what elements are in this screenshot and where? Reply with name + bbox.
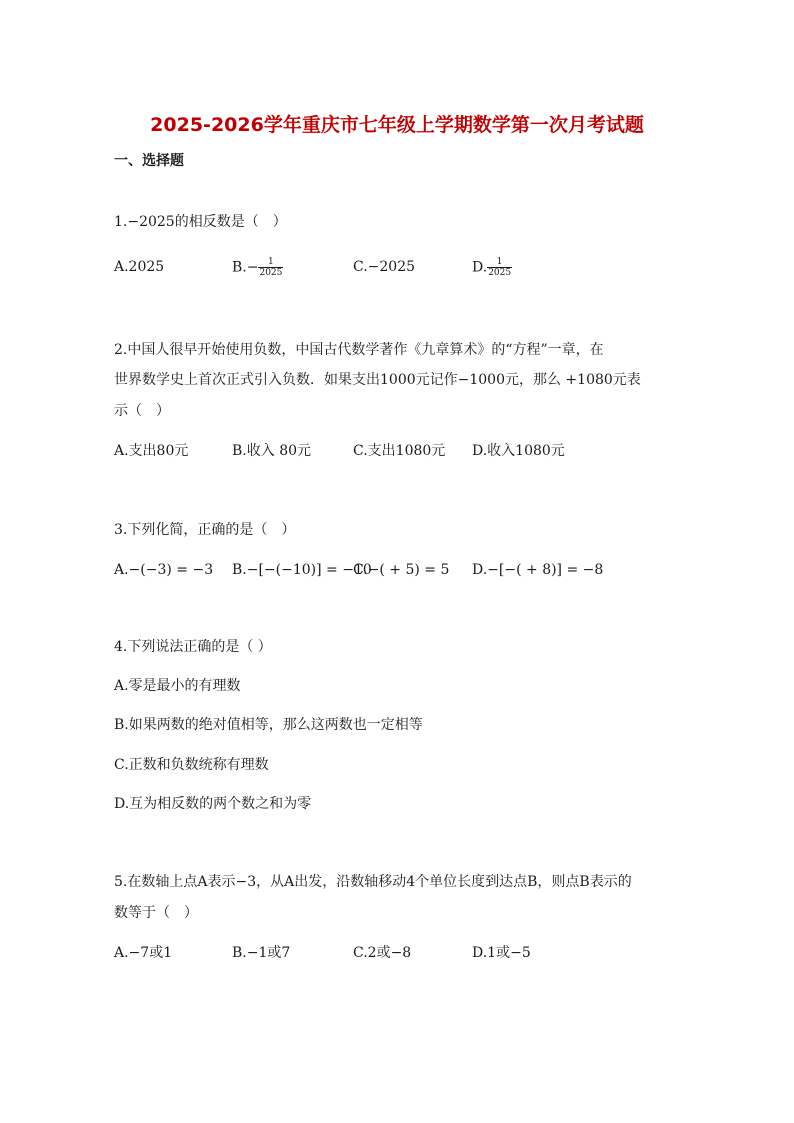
fraction-denominator: 2025	[259, 268, 283, 278]
question-3-option-d: D.−[−( + 8)] = −8	[472, 562, 604, 578]
option-d-prefix: D.	[472, 259, 488, 276]
question-2-option-d: D.收入1080元	[472, 443, 565, 459]
option-b-prefix: B.−	[232, 259, 259, 276]
fraction-denominator: 2025	[488, 268, 512, 278]
question-3-option-a: A.−(−3) = −3	[114, 562, 214, 578]
fraction-numerator: 1	[496, 257, 503, 267]
question-4-option-b: B.如果两数的绝对值相等，那么这两数也一定相等	[114, 717, 423, 733]
question-4-option-a: A.零是最小的有理数	[114, 678, 241, 694]
question-2-stem-line-3: 示（ ）	[114, 403, 170, 419]
exam-title: 2025-2026学年重庆市七年级上学期数学第一次月考试题	[150, 114, 644, 136]
question-1-option-a: A.2025	[114, 259, 165, 275]
question-5-option-b: B.−1或7	[232, 945, 291, 961]
question-5-stem-line-2: 数等于（ ）	[114, 905, 198, 921]
question-4-option-d: D.互为相反数的两个数之和为零	[114, 796, 312, 812]
question-4-option-c: C.正数和负数统称有理数	[114, 757, 269, 773]
question-5-option-c: C.2或−8	[353, 945, 412, 961]
question-3-option-b: B.−[−(−10)] = −10	[232, 562, 372, 578]
question-5-option-d: D.1或−5	[472, 945, 531, 961]
question-3-stem: 3.下列化简，正确的是（ ）	[114, 522, 296, 538]
option-d-fraction	[487, 257, 512, 278]
question-2-option-c: C.支出1080元	[353, 443, 446, 459]
question-1-option-c: C.−2025	[353, 259, 416, 275]
question-1-stem: 1.−2025的相反数是（ ）	[114, 214, 287, 230]
question-2-stem-line-2: 世界数学史上首次正式引入负数．如果支出1000元记作−1000元，那么 +1080元表	[114, 372, 641, 388]
option-b-fraction	[258, 257, 283, 278]
question-3-option-c: C.−( + 5) = 5	[353, 562, 450, 578]
question-4-stem: 4.下列说法正确的是（ ）	[114, 639, 272, 655]
question-2-stem-line-1: 2.中国人很早开始使用负数，中国古代数学著作《九章算术》的“方程”一章，在	[114, 342, 604, 358]
question-1-option-d	[472, 257, 512, 278]
fraction-numerator: 1	[268, 257, 274, 267]
question-5-option-a: A.−7或1	[114, 945, 173, 961]
question-2-option-b: B.收入 80元	[232, 443, 312, 459]
question-2-option-a: A.支出80元	[114, 443, 189, 459]
question-1-option-b	[232, 257, 283, 278]
question-5-stem-line-1: 5.在数轴上点A表示−3，从A出发，沿数轴移动4个单位长度到达点B，则点B表示的	[114, 874, 632, 890]
section-heading: 一、选择题	[114, 153, 184, 169]
